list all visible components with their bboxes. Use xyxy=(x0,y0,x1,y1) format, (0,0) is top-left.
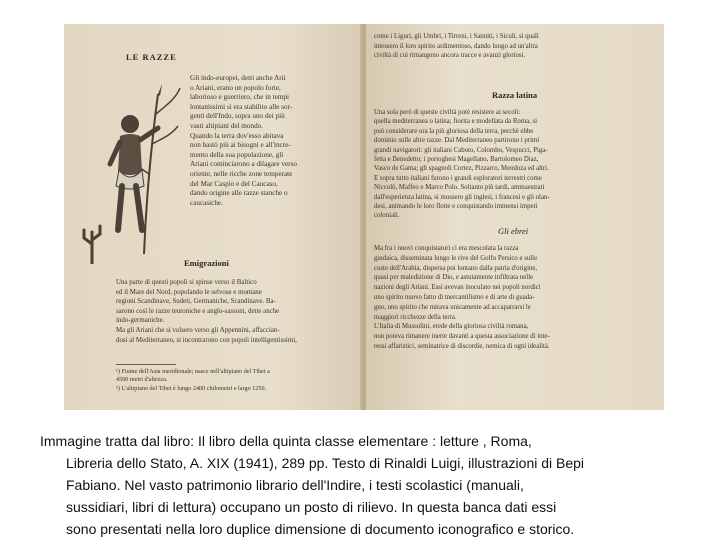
right-top-paragraph: come i Liguri, gli Umbri, i Tirreni, i Sanniti, i Siculi, si quali intessero il loro spirito ardimentoso, dando luogo ad un'altra civiltà di cui rimangono ancora tracce e avanzi gloriosi. xyxy=(374,33,539,60)
right-page xyxy=(366,24,664,410)
emigration-paragraph: Una parte di questi popoli si spinse verso il Baltico ed il Mare del Nord, popolando le selvose e montane regioni Scandinave, Sudeti, Germaniche, Scandinave. Ba- sarono così le razze teutoniche e anglo-sassoni, dette anche indo-germaniche. Ma gli Ariani che si volsero verso gli Appennini, affaccian- dosi al Mediterraneo, si incontrarono con popoli intelligentissimi, xyxy=(116,279,297,344)
child-with-corn-illustration xyxy=(72,54,182,264)
emigration-heading: Emigrazioni xyxy=(184,258,229,268)
footnotes: ¹) Fiume dell'Asia meridionale; nasce nell'altipiano del Tibet a 4500 metri d'altezza. ²) L'altipiano del Tibet è lungo 2400 chilometri e largo 1250. xyxy=(116,368,270,392)
image-caption xyxy=(40,430,680,540)
caption-line-4: sussidiari, libri di lettura) occupano un posto di rilievo. In questa banca dati essi xyxy=(66,499,557,515)
latin-race-paragraph: Una sola però di queste civiltà potè resistere ai secoli: quella mediterranea o latina; fiorita e modellata da Roma, si può considerare ora la più gloriosa della terra, perchè ebbe dominio sulle altre razze. Dal Mediterraneo partirono i primi grandi navigatori: gli italiani Caboto, Colombo, Vespucci, Piga- fetta e Benedetto; i portoghesi Magellano, Bartolomeo Diaz, Vasco de Gama; gli spagnoli Cortez, Pizzarro, Mendoza ed altri. E sopra tutto italiani furono i grandi esploratori terrestri come Niccolò, Maffeo e Marco Polo. Soltanto più tardi, ammaestrati dall'esperienza latina, si mossero gli inglesi, i francesi e gli olan- desi, animando le loro flotte e conquistando immensi imperi coloniali. xyxy=(374,109,550,220)
book-spread-photo xyxy=(64,24,664,410)
footnote-rule xyxy=(116,364,176,365)
intro-paragraph: Gli indo-europei, detti anche Arii o Ariani, erano un popolo forte, laborioso e guerriero, che in tempi lontanissimi si era stabilito alle sor- genti dell'Indo, sopra uno dei più vasti altipiani del mondo. Quando la terra dov'esso abitava non bastò più ai bisogni e all'incre- mento della sua popolazione, gli Ariani cominciarono a dilagare verso oriente, nelle ricche zone temperate del Mar Caspio e del Caucaso, dando origine alle razze stanche o caucasiche. xyxy=(190,74,297,207)
jews-heading: Gli ebrei xyxy=(498,226,529,236)
section-title: LE RAZZE xyxy=(126,52,177,62)
latin-race-heading: Razza latina xyxy=(492,90,538,100)
caption-line-2: Libreria dello Stato, A. XIX (1941), 289 pp. Testo di Rinaldi Luigi, illustrazioni di Bepi xyxy=(66,455,585,471)
caption-line-5: sono presentati nella loro duplice dimensione di documento iconografico e storico. xyxy=(66,521,575,537)
caption-line-3: Fabiano. Nel vasto patrimonio librario dell'Indire, i testi scolastici (manuali, xyxy=(66,477,524,493)
jews-paragraph: Ma fra i nuovi conquistatori ci era mescolata la razza giudaica, disseminata lungo le rive del Golfo Persico e sulle coste dell'Arabia, dispersa poi lontano dalla patria d'origine, quasi per maledizione di Dio, e astutamente infiltrata nelle nazioni degli Ariani. Essi avevan inoculato nei popoli nordici uno spirito nuovo fatto di mercantilismo e di arte di guada- gno, uno spirito che mirava unicamente ad accaparrarsi le maggiori ricchezze della terra. L'Italia di Mussolini, erede della gloriosa civiltà romana, non poteva rimanere inerte davanti a questa associazione di inte- ressi affaristici, seminatrice di discordie, nemica di ogni idealità. xyxy=(374,245,550,350)
caption-line-1: Immagine tratta dal libro: Il libro della quinta classe elementare : letture , Roma, xyxy=(40,433,532,449)
left-page xyxy=(64,24,362,410)
